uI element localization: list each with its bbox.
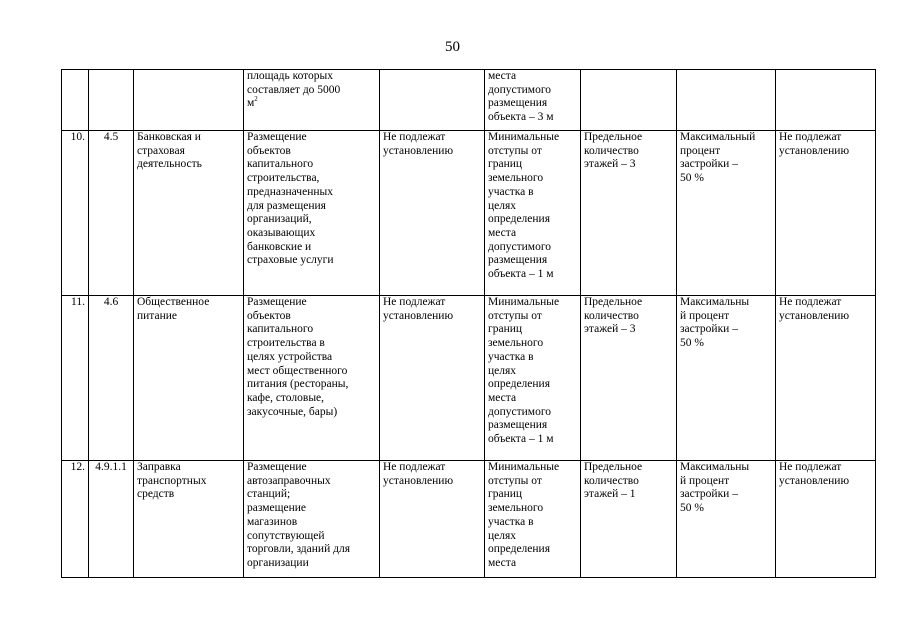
cell-col6: Минимальные отступы от границ земельного участка в целях определения места допустимого размещения объекта – 1 м (485, 131, 581, 296)
cell-col5 (380, 70, 485, 131)
cell-col5: Не подлежат установлению (380, 461, 485, 578)
cell-col7: Предельное количество этажей – 3 (581, 296, 677, 461)
cell-col5: Не подлежат установлению (380, 131, 485, 296)
use-code: 4.6 (89, 296, 134, 461)
cell-col7: Предельное количество этажей – 1 (581, 461, 677, 578)
cell-col8 (677, 70, 776, 131)
table-row (62, 296, 876, 461)
cell-col8: Максимальный процент застройки – 50 % (677, 131, 776, 296)
cell-col8: Максимальны й процент застройки – 50 % (677, 296, 776, 461)
use-name: Банковская и страховая деятельность (134, 131, 244, 296)
row-number (62, 70, 89, 131)
use-description: Размещение объектов капитального строительства, предназначенных для размещения организаций, оказывающих банковские и страховые услуги (244, 131, 380, 296)
table-row (62, 131, 876, 296)
superscript: 2 (254, 95, 258, 104)
cell-col9: Не подлежат установлению (776, 131, 876, 296)
cell-col7: Предельное количество этажей – 3 (581, 131, 677, 296)
use-description: Размещение объектов капитального строительства в целях устройства мест общественного питания (рестораны, кафе, столовые, закусочные, бары) (244, 296, 380, 461)
cell-col9 (776, 70, 876, 131)
use-code (89, 70, 134, 131)
cell-col9: Не подлежат установлению (776, 461, 876, 578)
regulations-table (61, 69, 876, 578)
use-description: площадь которых составляет до 5000 $м^2$ (244, 70, 380, 131)
cell-col5: Не подлежат установлению (380, 296, 485, 461)
cell-col6: Минимальные отступы от границ земельного участка в целях определения места (485, 461, 581, 578)
table-row (62, 70, 876, 131)
cell-col8: Максимальны й процент застройки – 50 % (677, 461, 776, 578)
use-name: Общественное питание (134, 296, 244, 461)
table-row (62, 461, 876, 578)
cell-col6: Минимальные отступы от границ земельного участка в целях определения места допустимого размещения объекта – 1 м (485, 296, 581, 461)
cell-col9: Не подлежат установлению (776, 296, 876, 461)
use-description: Размещение автозаправочных станций; размещение магазинов сопутствующей торговли, зданий для организации (244, 461, 380, 578)
use-code: 4.9.1.1 (89, 461, 134, 578)
row-number: 10. (62, 131, 89, 296)
row-number: 12. (62, 461, 89, 578)
row-number: 11. (62, 296, 89, 461)
use-name: Заправка транспортных средств (134, 461, 244, 578)
use-name (134, 70, 244, 131)
use-code: 4.5 (89, 131, 134, 296)
cell-col7 (581, 70, 677, 131)
page-number: 50 (445, 39, 460, 55)
cell-col6: места допустимого размещения объекта – 3 м (485, 70, 581, 131)
